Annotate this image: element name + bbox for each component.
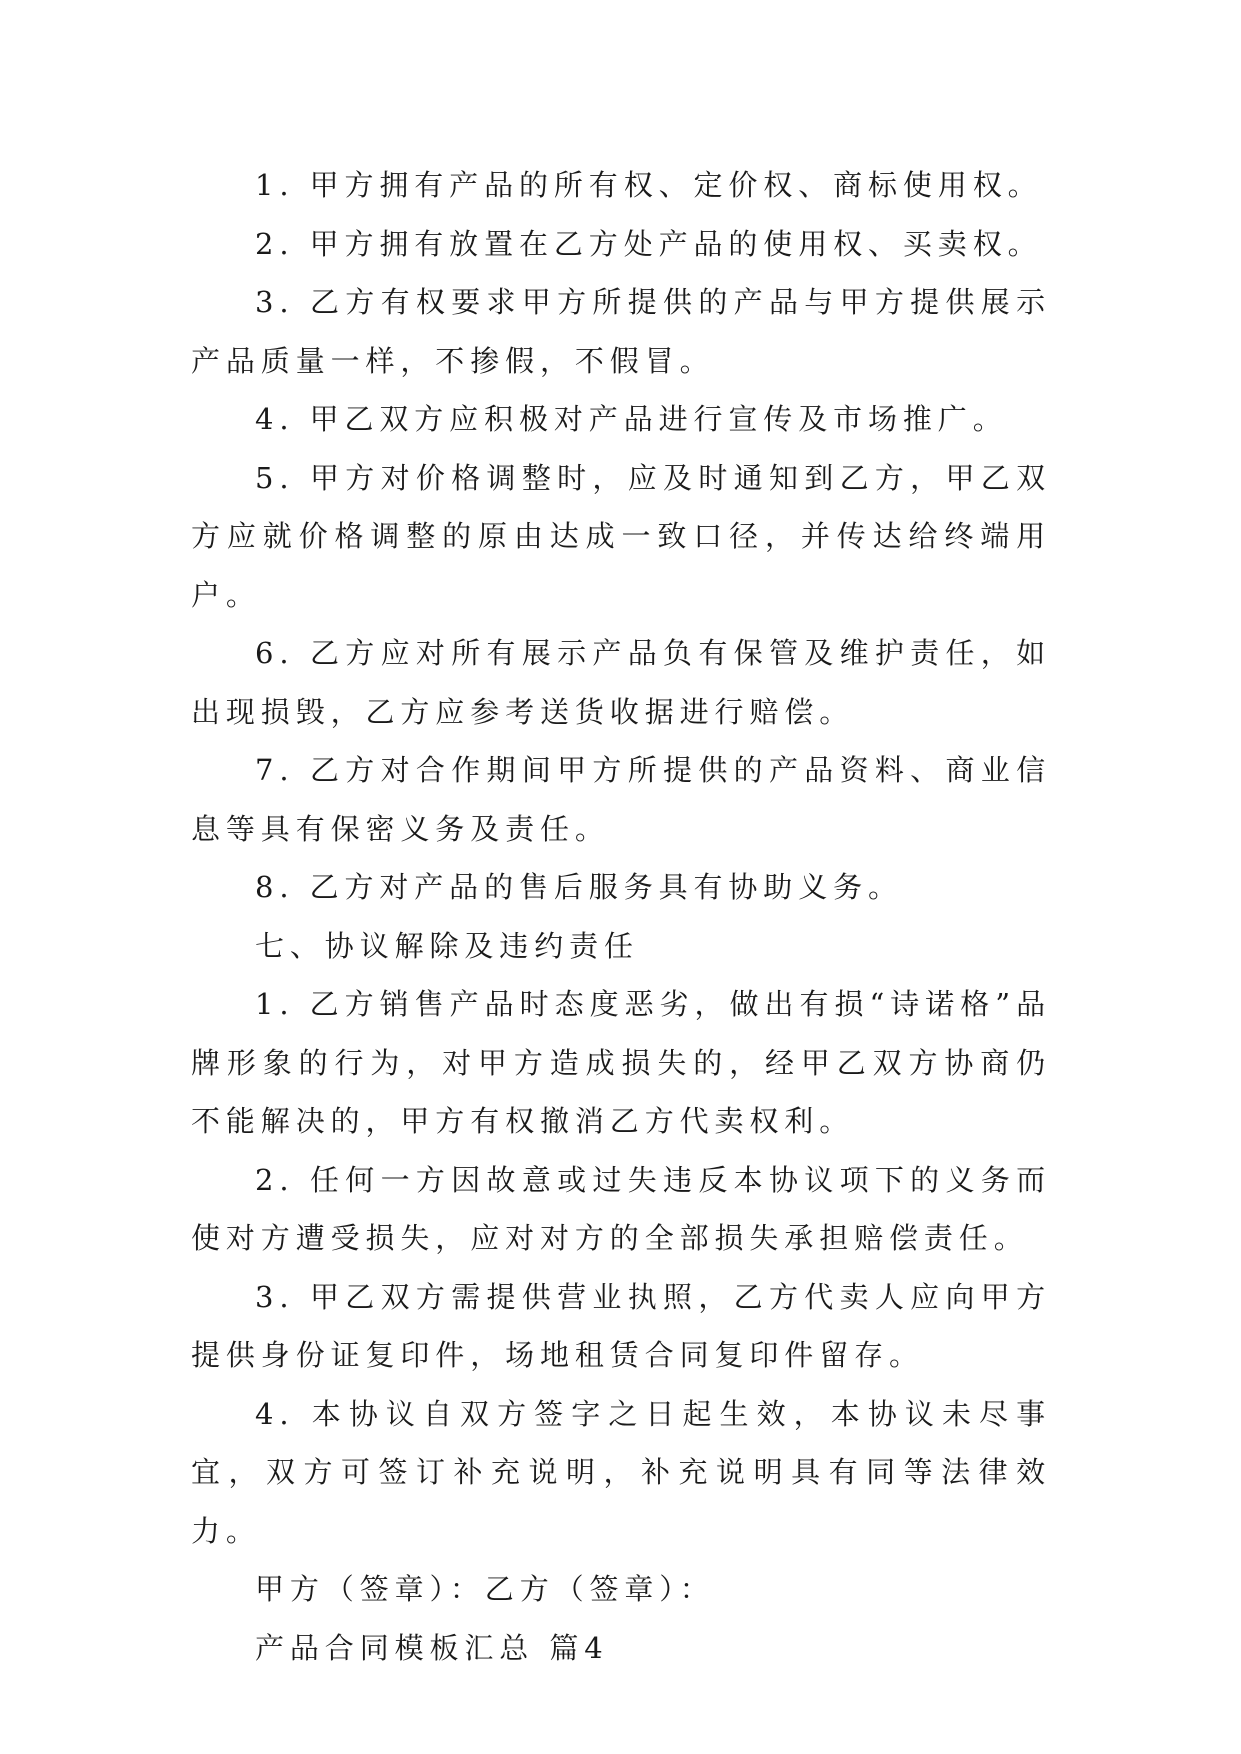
next-section-title: 产品合同模板汇总 篇4 xyxy=(255,1630,609,1665)
clause-1-ownership: 1. 甲方拥有产品的所有权、定价权、商标使用权。 xyxy=(255,168,1043,202)
document-page xyxy=(191,156,1051,1677)
clause-8-after-sales: 8. 乙方对产品的售后服务具有协助义务。 xyxy=(255,870,903,904)
termination-clause-1: 1. 乙方销售产品时态度恶劣，做出有损“诗诺格”品牌形象的行为，对甲方造成损失的，经甲乙双方协商仍不能解决的，甲方有权撤消乙方代卖权利。 xyxy=(191,987,1051,1138)
clause-4-promotion: 4. 甲乙双方应积极对产品进行宣传及市场推广。 xyxy=(255,402,1008,436)
termination-clause-4: 4. 本协议自双方签字之日起生效，本协议未尽事宜，双方可签订补充说明，补充说明具有同等法律效力。 xyxy=(191,1396,1051,1548)
clause-5-price-adjustment: 5. 甲方对价格调整时，应及时通知到乙方，甲乙双方应就价格调整的原由达成一致口径，并传达给终端用户。 xyxy=(191,460,1051,612)
signature-line: 甲方（签章）：乙方（签章）： xyxy=(255,1572,715,1606)
termination-clause-3: 3. 甲乙双方需提供营业执照，乙方代卖人应向甲方提供身份证复印件，场地租赁合同复印件留存。 xyxy=(191,1279,1051,1372)
clause-3-quality: 3. 乙方有权要求甲方所提供的产品与甲方提供展示产品质量一样，不掺假，不假冒。 xyxy=(191,285,1051,378)
section-heading-termination: 七、协议解除及违约责任 xyxy=(255,928,639,963)
clause-6-custody: 6. 乙方应对所有展示产品负有保管及维护责任，如出现损毁，乙方应参考送货收据进行赔偿。 xyxy=(191,636,1051,729)
termination-clause-2: 2. 任何一方因故意或过失违反本协议项下的义务而使对方遭受损失，应对对方的全部损失承担赔偿责任。 xyxy=(191,1162,1051,1255)
clause-7-confidentiality: 7. 乙方对合作期间甲方所提供的产品资料、商业信息等具有保密义务及责任。 xyxy=(191,753,1051,846)
clause-2-usage-rights: 2. 甲方拥有放置在乙方处产品的使用权、买卖权。 xyxy=(255,226,1043,261)
